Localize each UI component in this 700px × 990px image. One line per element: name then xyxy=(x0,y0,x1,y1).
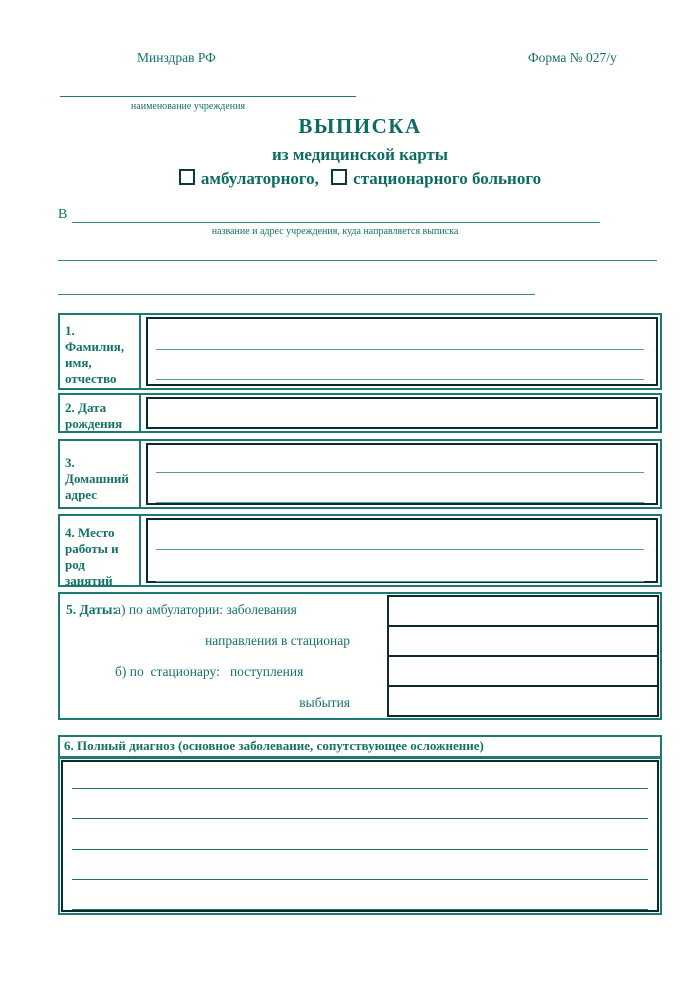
destination-caption: название и адрес учреждения, куда направляется выписка xyxy=(211,226,459,237)
write-line xyxy=(156,472,644,473)
row-birth-date-field xyxy=(146,397,658,429)
row-dates-label: 5. Даты: xyxy=(66,602,117,617)
write-line xyxy=(72,788,648,789)
institution-caption: наименование учреждения xyxy=(130,101,246,112)
write-line xyxy=(156,549,644,550)
form-subtitle: из медицинской карты xyxy=(271,145,449,164)
row-dates-sublabels xyxy=(115,594,350,718)
row-workplace-field xyxy=(146,518,658,583)
write-line xyxy=(72,879,648,880)
row-full-name xyxy=(58,313,662,390)
form-number-label: Форма № 027/у xyxy=(528,50,617,65)
row-diagnosis-field xyxy=(58,757,662,915)
write-line xyxy=(156,581,644,582)
dates-ambulatory-illness-label: а) по амбулатории: заболевания xyxy=(115,601,297,617)
row-workplace-label: 4. Место работы и род занятий xyxy=(60,516,141,585)
inpatient-checkbox[interactable] xyxy=(331,169,347,185)
dates-entry-cells xyxy=(387,595,659,717)
row-birth-date xyxy=(58,393,662,433)
dates-discharge-label: выбытия xyxy=(299,694,350,710)
row-full-name-label: 1. Фамилия, имя, отчество xyxy=(60,315,141,388)
date-cell-referral xyxy=(389,627,657,657)
row-full-name-field xyxy=(146,317,658,386)
row-workplace xyxy=(58,514,662,587)
write-line xyxy=(72,818,648,819)
destination-line xyxy=(58,204,600,223)
diagnosis-inner-frame xyxy=(61,760,659,912)
destination-blank-line xyxy=(72,205,600,223)
destination-prefix: В xyxy=(58,207,68,222)
blank-line-1 xyxy=(58,260,657,261)
dates-hospital-admission-label: б) по стационару: поступления xyxy=(115,663,304,679)
date-cell-illness xyxy=(389,597,657,627)
row-home-address-field xyxy=(146,443,658,505)
row-diagnosis-header: 6. Полный диагноз (основное заболевание, сопутствующее осложнение) xyxy=(58,735,662,758)
ambulatory-label: амбулаторного, xyxy=(200,169,319,188)
row-home-address-label: 3. Домашний адрес xyxy=(60,441,141,507)
write-line xyxy=(156,379,644,380)
blank-line-2 xyxy=(58,294,535,295)
form-title: ВЫПИСКА xyxy=(298,114,422,138)
dates-referral-label: направления в стационар xyxy=(205,632,350,648)
ministry-label: Минздрав РФ xyxy=(137,50,216,65)
row-dates xyxy=(58,592,662,720)
row-birth-date-label: 2. Дата рождения xyxy=(60,395,141,431)
write-line xyxy=(156,502,644,503)
inpatient-label: стационарного больного xyxy=(353,169,542,188)
patient-type-line xyxy=(58,169,662,189)
write-line xyxy=(72,849,648,850)
write-line xyxy=(72,909,648,910)
ambulatory-checkbox[interactable] xyxy=(179,169,195,185)
write-line xyxy=(156,349,644,350)
institution-name-blank-line xyxy=(60,82,356,97)
row-home-address xyxy=(58,439,662,509)
date-cell-admission xyxy=(389,657,657,687)
date-cell-discharge xyxy=(389,687,657,715)
